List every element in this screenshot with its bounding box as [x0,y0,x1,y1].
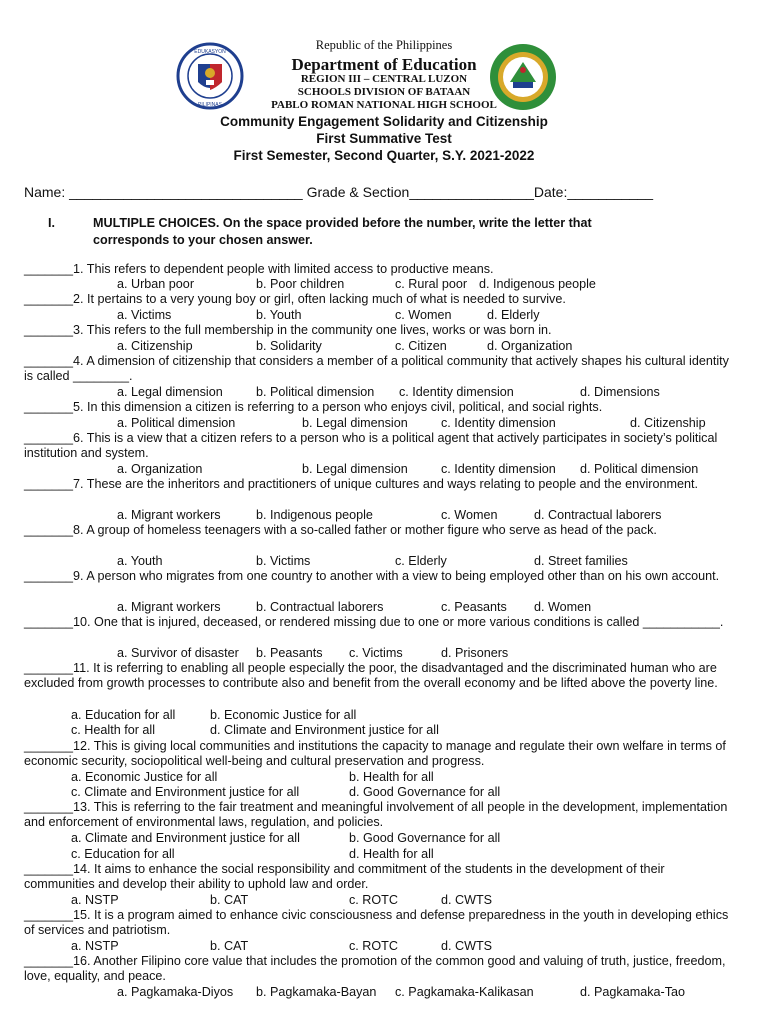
q7-option-d[interactable]: d. Contractual laborers [534,508,662,522]
q10-option-a[interactable]: a. Survivor of disaster [117,646,239,660]
q12-option-a[interactable]: a. Economic Justice for all [71,770,218,784]
question-12: _______12. This is giving local communities and institutions the capacity to manage and regulate their own welfare in terms of economic security, sociopolitical well-being and cultural preservation and progress. [24,739,726,769]
q9-option-a[interactable]: a. Migrant workers [117,600,221,614]
q3-option-c[interactable]: c. Citizen [395,339,447,353]
q10-option-c[interactable]: c. Victims [349,646,403,660]
header-semester: First Semester, Second Quarter, S.Y. 2021-2022 [233,148,535,163]
q1-option-c[interactable]: c. Rural poor [395,277,468,291]
question-9: _______9. A person who migrates from one country to another with a view to being employed other than on his own account. [24,569,720,583]
question-6: _______6. This is a view that a citizen refers to a person who is a political agent that actively participates in society’s political institution and system. [24,431,718,461]
question-3: _______3. This refers to the full membership in the community one lives, works or was born in. [24,323,552,337]
question-5: _______5. In this dimension a citizen is referring to a person who enjoys civil, political, and social rights. [24,400,603,414]
q13-option-b[interactable]: b. Good Governance for all [349,831,501,845]
question-15: _______15. It is a program aimed to enhance civic consciousness and defense preparedness in the youth in developing ethics of services and patriotism. [24,908,729,938]
q8-option-c[interactable]: c. Elderly [395,554,447,568]
q4-option-c[interactable]: c. Identity dimension [399,385,514,399]
q9-option-c[interactable]: c. Peasants [441,600,507,614]
q2-option-b[interactable]: b. Youth [256,308,302,322]
q9-option-b[interactable]: b. Contractual laborers [256,600,384,614]
question-14: _______14. It aims to enhance the social responsibility and commitment of the students in the development of their communities and develop their ability to uphold law and order. [24,862,665,892]
q7-option-b[interactable]: b. Indigenous people [256,508,373,522]
q15-option-d[interactable]: d. CWTS [441,939,493,953]
q3-option-d[interactable]: d. Organization [487,339,573,353]
q6-option-c[interactable]: c. Identity dimension [441,462,556,476]
section-instructions-line2: corresponds to your chosen answer. [93,233,313,247]
q6-option-d[interactable]: d. Political dimension [580,462,699,476]
q12-option-c[interactable]: c. Climate and Environment justice for all [71,785,300,799]
svg-text:EDUKASYON: EDUKASYON [194,49,226,55]
header-test: First Summative Test [316,131,452,146]
q3-option-a[interactable]: a. Citizenship [117,339,193,353]
section-number: I. [48,216,55,230]
q14-option-b[interactable]: b. CAT [210,893,249,907]
q8-option-a[interactable]: a. Youth [117,554,163,568]
question-10: _______10. One that is injured, deceased, or rendered missing due to one or more various conditions is called ___________. [24,615,724,629]
q14-option-d[interactable]: d. CWTS [441,893,493,907]
q2-option-a[interactable]: a. Victims [117,308,172,322]
q8-option-d[interactable]: d. Street families [534,554,628,568]
q13-option-c[interactable]: c. Education for all [71,847,175,861]
question-13: _______13. This is referring to the fair treatment and meaningful involvement of all people in the development, implementation and enforcement of environmental laws, regulation, and policies. [24,800,728,830]
q14-option-a[interactable]: a. NSTP [71,893,119,907]
q16-option-b[interactable]: b. Pagkamaka-Bayan [256,985,377,999]
q13-option-a[interactable]: a. Climate and Environment justice for all [71,831,300,845]
q7-option-a[interactable]: a. Migrant workers [117,508,221,522]
question-1: _______1. This refers to dependent people with limited access to productive means. [24,262,494,276]
q11-option-a[interactable]: a. Education for all [71,708,176,722]
q12-option-b[interactable]: b. Health for all [349,770,434,784]
q12-option-d[interactable]: d. Good Governance for all [349,785,501,799]
q2-option-c[interactable]: c. Women [395,308,452,322]
q7-option-c[interactable]: c. Women [441,508,498,522]
q10-option-b[interactable]: b. Peasants [256,646,323,660]
q6-option-a[interactable]: a. Organization [117,462,203,476]
header-subject: Community Engagement Solidarity and Citizenship [220,114,548,129]
q5-option-d[interactable]: d. Citizenship [630,416,706,430]
q5-option-c[interactable]: c. Identity dimension [441,416,556,430]
q15-option-c[interactable]: c. ROTC [349,939,398,953]
q3-option-b[interactable]: b. Solidarity [256,339,322,353]
q11-option-b[interactable]: b. Economic Justice for all [210,708,357,722]
q11-option-d[interactable]: d. Climate and Environment justice for all [210,723,439,737]
q2-option-d[interactable]: d. Elderly [487,308,540,322]
question-2: _______2. It pertains to a very young boy or girl, often lacking much of what is needed to survive. [24,292,566,306]
svg-text:PILIPINAS: PILIPINAS [198,102,222,108]
question-11: _______11. It is referring to enabling all people especially the poor, the disadvantaged and the discriminated human who are excluded from growth processes to contribute also and benefit from the overall economy and be lifted above the poverty line. [24,661,718,691]
q5-option-b[interactable]: b. Legal dimension [302,416,408,430]
q16-option-d[interactable]: d. Pagkamaka-Tao [580,985,686,999]
header-region: REGION III – CENTRAL LUZON [300,73,468,85]
q4-option-a[interactable]: a. Legal dimension [117,385,223,399]
q13-option-d[interactable]: d. Health for all [349,847,434,861]
q16-option-a[interactable]: a. Pagkamaka-Diyos [117,985,234,999]
q10-option-d[interactable]: d. Prisoners [441,646,509,660]
question-7: _______7. These are the inheritors and practitioners of unique cultures and ways relating to people and the environment. [24,477,698,491]
section-instructions-line1: MULTIPLE CHOICES. On the space provided before the number, write the letter that [93,216,592,230]
student-info-line[interactable]: Name: ______________________________ Grade & Section________________Date:___________ [24,184,654,200]
q8-option-b[interactable]: b. Victims [256,554,311,568]
q15-option-a[interactable]: a. NSTP [71,939,119,953]
header-division: SCHOOLS DIVISION OF BATAAN [297,86,471,98]
q1-option-d[interactable]: d. Indigenous people [479,277,596,291]
q16-option-c[interactable]: c. Pagkamaka-Kalikasan [395,985,534,999]
q11-option-c[interactable]: c. Health for all [71,723,155,737]
q6-option-b[interactable]: b. Legal dimension [302,462,408,476]
header-department: Department of Education [291,55,477,74]
q1-option-a[interactable]: a. Urban poor [117,277,195,291]
q1-option-b[interactable]: b. Poor children [256,277,345,291]
header-school: PABLO ROMAN NATIONAL HIGH SCHOOL [271,99,497,111]
question-16: _______16. Another Filipino core value that includes the promotion of the common good and valuing of truth, justice, freedom, love, equality, and peace. [24,954,726,984]
q4-option-b[interactable]: b. Political dimension [256,385,375,399]
question-4: _______4. A dimension of citizenship that considers a member of a political community that actively shapes his cultural identity is called ________. [24,354,729,384]
header-republic: Republic of the Philippines [315,38,453,52]
question-8: _______8. A group of homeless teenagers with a so-called father or mother figure who serve as head of the pack. [24,523,657,537]
q5-option-a[interactable]: a. Political dimension [117,416,236,430]
q4-option-d[interactable]: d. Dimensions [580,385,660,399]
q14-option-c[interactable]: c. ROTC [349,893,398,907]
q15-option-b[interactable]: b. CAT [210,939,249,953]
q9-option-d[interactable]: d. Women [534,600,592,614]
